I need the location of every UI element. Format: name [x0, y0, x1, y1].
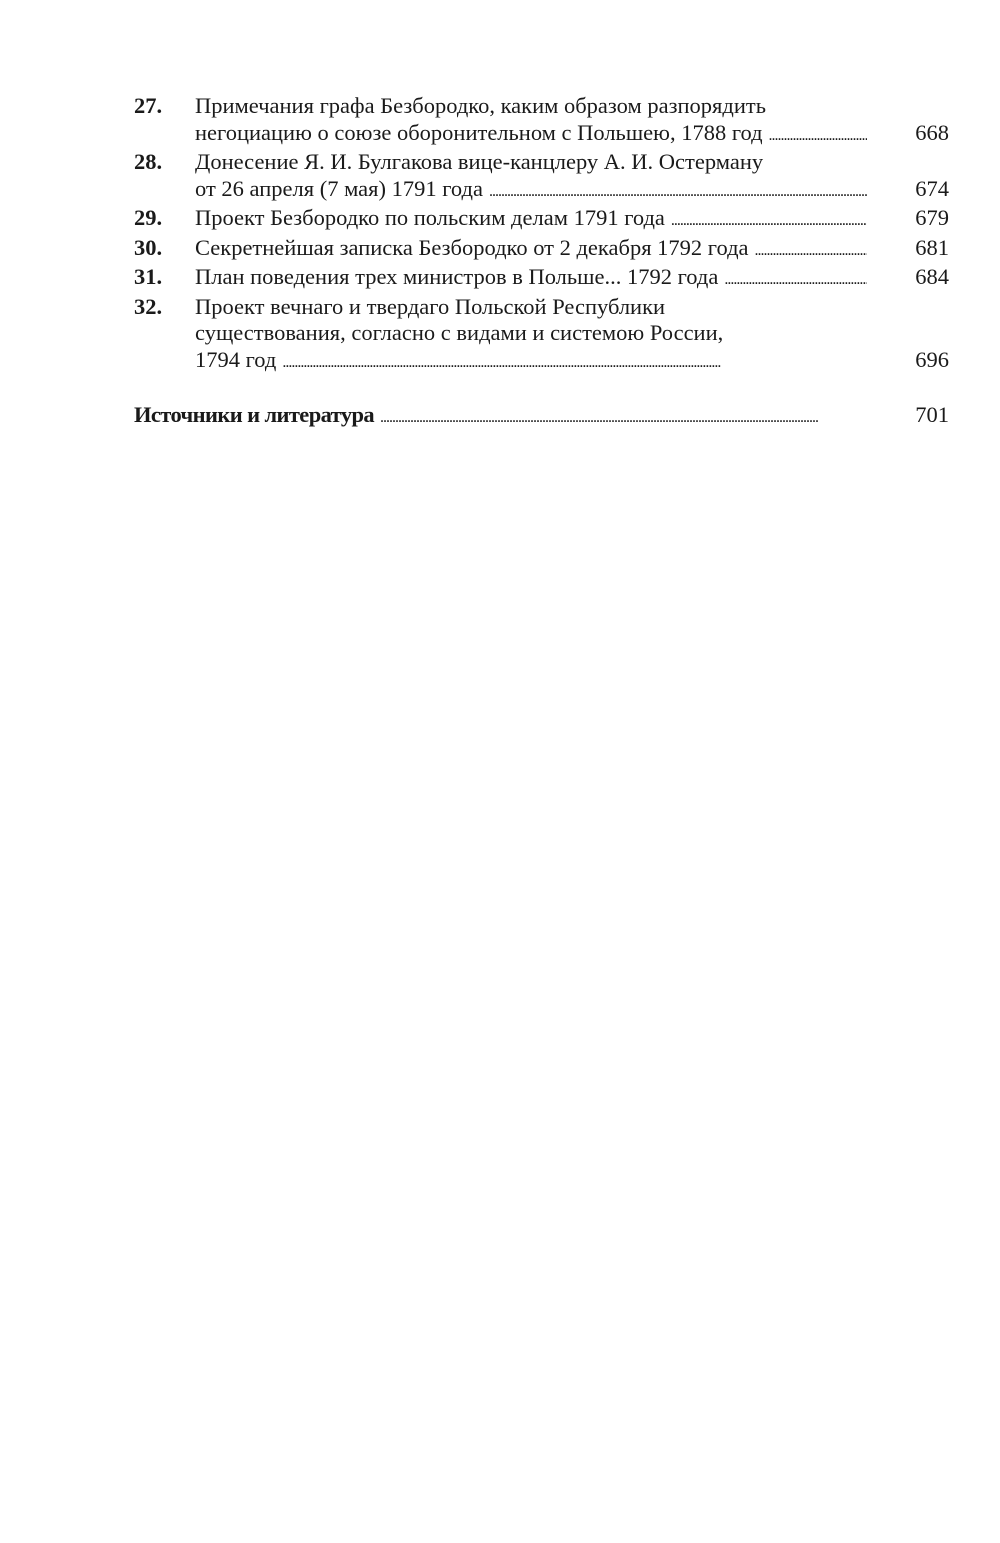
entry-title-line-leader: [195, 176, 867, 206]
entry-number: 30.: [134, 234, 163, 260]
entry-number: 31.: [134, 264, 163, 289]
entry-number: 27.: [134, 93, 163, 118]
toc-entry-28[interactable]: [134, 149, 949, 205]
entry-page-number: 679: [915, 205, 949, 230]
entry-page-number: 701: [915, 402, 949, 427]
toc-entry-31[interactable]: [134, 264, 949, 294]
dot-leader: [380, 405, 867, 432]
entry-title-line: 1794 год: [195, 346, 277, 372]
entry-title-line: Проект вечнаго и твердаго Польской Республики: [195, 293, 666, 319]
entry-page-number: 668: [915, 119, 949, 145]
dot-leader: [671, 208, 867, 235]
entry-title-line: существования, согласно с видами и системою России,: [195, 320, 724, 345]
sources-title: Источники и литература: [134, 402, 375, 427]
entry-title-line: Проект Безбородко по польским делам 1791 года: [195, 205, 665, 230]
entry-title-line-leader: [195, 264, 867, 294]
toc-entry-32[interactable]: [134, 294, 949, 377]
entry-title-line: от 26 апреля (7 мая) 1791 года: [195, 175, 483, 201]
entry-title-line-leader: [195, 235, 867, 265]
dot-leader: [755, 238, 867, 265]
entry-title-line: Донесение Я. И. Булгакова вице-канцлеру А. И. Остерману: [195, 149, 764, 174]
entry-title-line-leader: [195, 120, 867, 150]
entry-title-line: Секретнейшая записка Безбородко от 2 декабря 1792 года: [195, 234, 749, 260]
entry-page-number: 684: [915, 264, 949, 289]
toc-entry-sources[interactable]: [134, 402, 949, 432]
entry-title-line: негоциацию о союзе оборонительном с Польшею, 1788 год: [195, 119, 763, 145]
entry-number: 32.: [134, 293, 163, 319]
entry-title-line: План поведения трех министров в Польше... 1792 года: [195, 264, 719, 289]
entry-page-number: 681: [915, 234, 949, 260]
entry-title-line-leader: [195, 205, 867, 235]
toc-entry-29[interactable]: [134, 205, 949, 235]
dot-leader: [282, 350, 867, 377]
dot-leader: [769, 123, 867, 150]
dot-leader: [724, 267, 867, 294]
entry-page-number: 696: [915, 346, 949, 372]
entry-title-line-leader: [195, 347, 867, 377]
entry-title-line-leader: [134, 402, 867, 432]
entry-number: 29.: [134, 205, 163, 230]
entry-page-number: 674: [915, 175, 949, 201]
toc-entry-30[interactable]: [134, 235, 949, 265]
toc-entry-27[interactable]: [134, 93, 949, 149]
entry-title-line: Примечания графа Безбородко, каким образом разпорядить: [195, 93, 766, 118]
table-of-contents: [134, 93, 949, 432]
dot-leader: [489, 179, 867, 206]
entry-number: 28.: [134, 149, 163, 174]
